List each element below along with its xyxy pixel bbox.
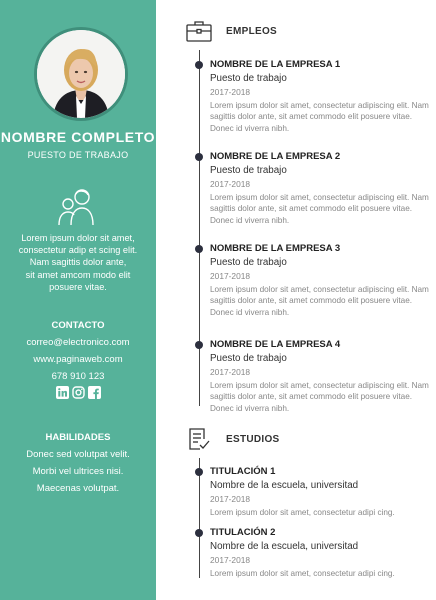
employment-timeline <box>199 50 200 406</box>
degree-name: TITULACIÓN 2 <box>210 527 276 538</box>
skill-item: Donec sed volutpat velit. <box>26 449 130 460</box>
job-position: Puesto de trabajo <box>210 353 287 364</box>
job-title: PUESTO DE TRABAJO <box>27 150 129 160</box>
job-years: 2017-2018 <box>210 271 251 281</box>
instagram-icon[interactable] <box>72 386 85 399</box>
job-description: Lorem ipsum dolor sit amet, consectetur adipiscing elit. Nam sagittis dolor ante, sit amet commodo elit posuere vitae. Donec id viverra nibh. <box>210 381 429 413</box>
facebook-icon[interactable] <box>88 386 101 399</box>
skill-item: Maecenas volutpat. <box>36 483 120 494</box>
contact-heading: CONTACTO <box>51 320 105 331</box>
school-name: Nombre de la escuela, universitad <box>210 541 359 552</box>
about-text: Lorem ipsum dolor sit amet, consectetur adip et scing elit. Nam sagittis dolor ante, sit amet amcom modo elit posuere vitae. <box>18 233 138 292</box>
profile-photo <box>34 27 128 121</box>
company-name: NOMBRE DE LA EMPRESA 1 <box>210 59 341 70</box>
employment-heading: EMPLEOS <box>226 26 277 37</box>
education-years: 2017-2018 <box>210 555 251 565</box>
job-entry <box>210 339 430 414</box>
job-position: Puesto de trabajo <box>210 165 287 176</box>
job-description: Lorem ipsum dolor sit amet, consectetur adipiscing elit. Nam sagittis dolor ante, sit amet commodo elit posuere vitae. Donec id viverra nibh. <box>210 285 429 317</box>
users-icon <box>56 186 100 226</box>
education-entry <box>210 527 430 579</box>
job-position: Puesto de trabajo <box>210 73 287 84</box>
education-years: 2017-2018 <box>210 494 251 504</box>
timeline-dot <box>195 341 203 349</box>
education-description: Lorem ipsum dolor sit amet, consectetur adipi cing. <box>210 508 395 517</box>
company-name: NOMBRE DE LA EMPRESA 4 <box>210 339 341 350</box>
job-years: 2017-2018 <box>210 367 251 377</box>
education-timeline <box>199 458 200 578</box>
company-name: NOMBRE DE LA EMPRESA 3 <box>210 243 341 254</box>
job-years: 2017-2018 <box>210 87 251 97</box>
timeline-dot <box>195 529 203 537</box>
website-text: www.paginaweb.com <box>33 354 123 365</box>
degree-name: TITULACIÓN 1 <box>210 466 276 477</box>
job-entry <box>210 151 430 226</box>
timeline-dot <box>195 468 203 476</box>
checklist-icon <box>188 428 210 450</box>
job-description: Lorem ipsum dolor sit amet, consectetur adipiscing elit. Nam sagittis dolor ante, sit amet commodo elit posuere vitae. Donec id viverra nibh. <box>210 101 429 133</box>
briefcase-icon <box>186 20 212 42</box>
timeline-dot <box>195 153 203 161</box>
education-description: Lorem ipsum dolor sit amet, consectetur adipi cing. <box>210 569 395 578</box>
company-name: NOMBRE DE LA EMPRESA 2 <box>210 151 341 162</box>
timeline-dot <box>195 61 203 69</box>
timeline-dot <box>195 245 203 253</box>
job-years: 2017-2018 <box>210 179 251 189</box>
education-entry <box>210 466 430 518</box>
phone-text: 678 910 123 <box>51 371 105 382</box>
skills-heading: HABILIDADES <box>45 432 111 443</box>
sidebar <box>0 0 156 600</box>
email-text: correo@electronico.com <box>26 337 130 348</box>
linkedin-icon[interactable] <box>56 386 69 399</box>
job-entry <box>210 59 430 134</box>
school-name: Nombre de la escuela, universitad <box>210 480 359 491</box>
job-position: Puesto de trabajo <box>210 257 287 268</box>
job-description: Lorem ipsum dolor sit amet, consectetur adipiscing elit. Nam sagittis dolor ante, sit amet commodo elit posuere vitae. Donec id viverra nibh. <box>210 193 429 225</box>
job-entry <box>210 243 430 318</box>
full-name: NOMBRE COMPLETO <box>0 129 156 145</box>
skill-item: Morbi vel ultrices nisi. <box>32 466 124 477</box>
education-heading: ESTUDIOS <box>226 434 280 445</box>
social-icons <box>56 386 101 399</box>
